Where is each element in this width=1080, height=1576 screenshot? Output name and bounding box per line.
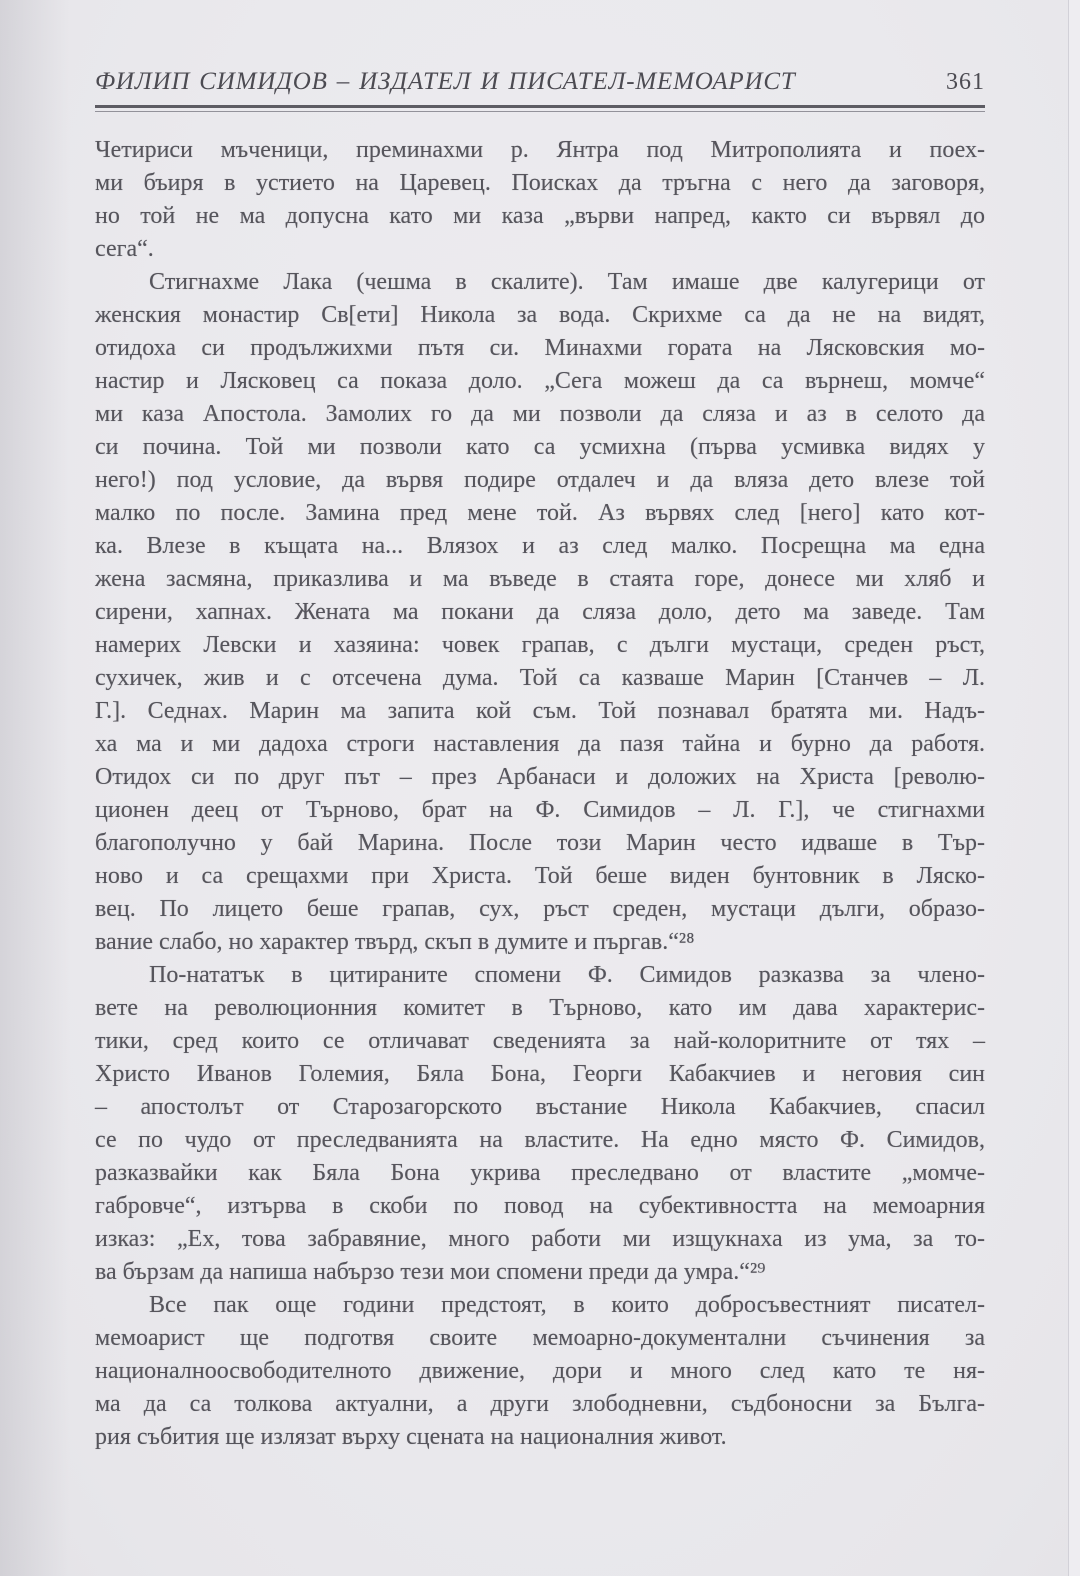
page-number: 361 (946, 69, 985, 95)
text-line: сега“. (95, 236, 154, 262)
text-line: ново и са срещахми при Христа. Той беше виден бунтовник в Ляско- (95, 863, 985, 889)
text-line: тики, сред които се отличават сведенията за най-колоритните от тях – (95, 1028, 985, 1054)
text-line: Г.]. Седнах. Марин ма запита кой съм. Той познавал братята ми. Надъ- (95, 698, 985, 724)
text-line: вете на революционния комитет в Търново, като им дава характерис- (95, 995, 985, 1021)
text-line: се по чудо от преследванията на властите. На едно място Ф. Симидов, (95, 1127, 985, 1153)
text-line: ха ма и ми дадоха строги наставления да пазя тайна и бурно да работя. (95, 731, 985, 757)
text-line: ва бързам да напиша набързо тези мои спомени преди да умра.“²⁹ (95, 1259, 766, 1285)
text-line: ми каза Апостола. Замолих го да ми позволи да сляза и аз в селото да (95, 401, 985, 427)
text-line: женския монастир Св[ети] Никола за вода. Скрихме са да не на видят, (95, 302, 985, 328)
text-line: сирени, хапнах. Жената ма покани да сляза доло, дето ма заведе. Там (95, 599, 985, 625)
paragraph (95, 266, 985, 959)
header-double-rule (95, 105, 985, 112)
paragraph (95, 1289, 985, 1454)
page-header (95, 68, 985, 96)
text-line: сухичек, жив и с отсечена дума. Той са казваше Марин [Станчев – Л. (95, 665, 985, 691)
text-line: разказвайки как Бяла Бона укрива преследвано от властите „момче- (95, 1160, 985, 1186)
text-line: габровче“, изтърва в скоби по повод на субективността на мемоарния (95, 1193, 985, 1219)
text-line: настир и Лясковец са показа доло. „Сега можеш да са върнеш, момче“ (95, 368, 985, 394)
text-line: но той не ма допусна като ми каза „върви напред, както си вървял до (95, 203, 985, 229)
text-line: намерих Левски и хазяина: човек грапав, с дълги мустаци, среден ръст, (95, 632, 985, 658)
text-line: националноосвободителното движение, дори и много след като те ня- (95, 1358, 985, 1384)
text-line: малко по после. Замина пред мене той. Аз вървях след [него] като кот- (95, 500, 985, 526)
paragraph (95, 134, 985, 266)
text-line: благополучно у бай Марина. После този Марин често идваше в Тър- (95, 830, 985, 856)
text-line: По-нататък в цитираните спомени Ф. Симидов разказва за члено- (149, 962, 985, 988)
page-edge-line (1068, 0, 1069, 1576)
text-line: ми бъиря в устието на Царевец. Поисках да тръгна с него да заговоря, (95, 170, 985, 196)
text-line: си почина. Той ми позволи като са усмихна (първа усмивка видях у (95, 434, 985, 460)
paragraph (95, 959, 985, 1289)
text-line: отидоха си продължихми пътя си. Минахми гората на Лясковския мо- (95, 335, 985, 361)
text-line: рия събития ще излязат върху сцената на националния живот. (95, 1424, 727, 1450)
text-line: – апостолът от Старозагорското въстание Никола Кабакчиев, спасил (95, 1094, 985, 1120)
running-title: ФИЛИП СИМИДОВ – ИЗДАТЕЛ И ПИСАТЕЛ-МЕМОАРИСТ (95, 68, 796, 95)
text-line: вание слабо, но характер твърд, скъп в думите и пъргав.“²⁸ (95, 929, 695, 955)
text-line: него!) под условие, да вървя подире отдалеч и да вляза дето влезе той (95, 467, 985, 493)
text-line: Стигнахме Лака (чешма в скалите). Там имаше две калугерици от (149, 269, 985, 295)
text-line: ка. Влезе в къщата на... Влязох и аз след малко. Посрещна ма една (95, 533, 985, 559)
text-line: ма да са толкова актуални, а други злободневни, съдбоносни за Бълга- (95, 1391, 985, 1417)
page-content (95, 68, 985, 1454)
text-line: Отидох си по друг път – през Арбанаси и доложих на Христа [револю- (95, 764, 985, 790)
text-block (95, 134, 985, 1454)
scan-left-shadow (0, 0, 70, 1576)
scan-right-margin (1069, 0, 1080, 1576)
text-line: Христо Иванов Големия, Бяла Бона, Георги Кабакчиев и неговия син (95, 1061, 985, 1087)
text-line: жена засмяна, приказлива и ма въведе в стаята горе, донесе ми хляб и (95, 566, 985, 592)
text-line: Четириси мъченици, преминахми р. Янтра под Митрополията и поех- (95, 137, 985, 163)
text-line: Все пак още години предстоят, в които добросъвестният писател- (149, 1292, 985, 1318)
text-line: ционен деец от Търново, брат на Ф. Симидов – Л. Г.], че стигнахми (95, 797, 985, 823)
text-line: вец. По лицето беше грапав, сух, ръст среден, мустаци дълги, образо- (95, 896, 985, 922)
text-line: изказ: „Ех, това забравяние, много работи ми изщукнаха из ума, за то- (95, 1226, 985, 1252)
text-line: мемоарист ще подготвя своите мемоарно-документални съчинения за (95, 1325, 985, 1351)
